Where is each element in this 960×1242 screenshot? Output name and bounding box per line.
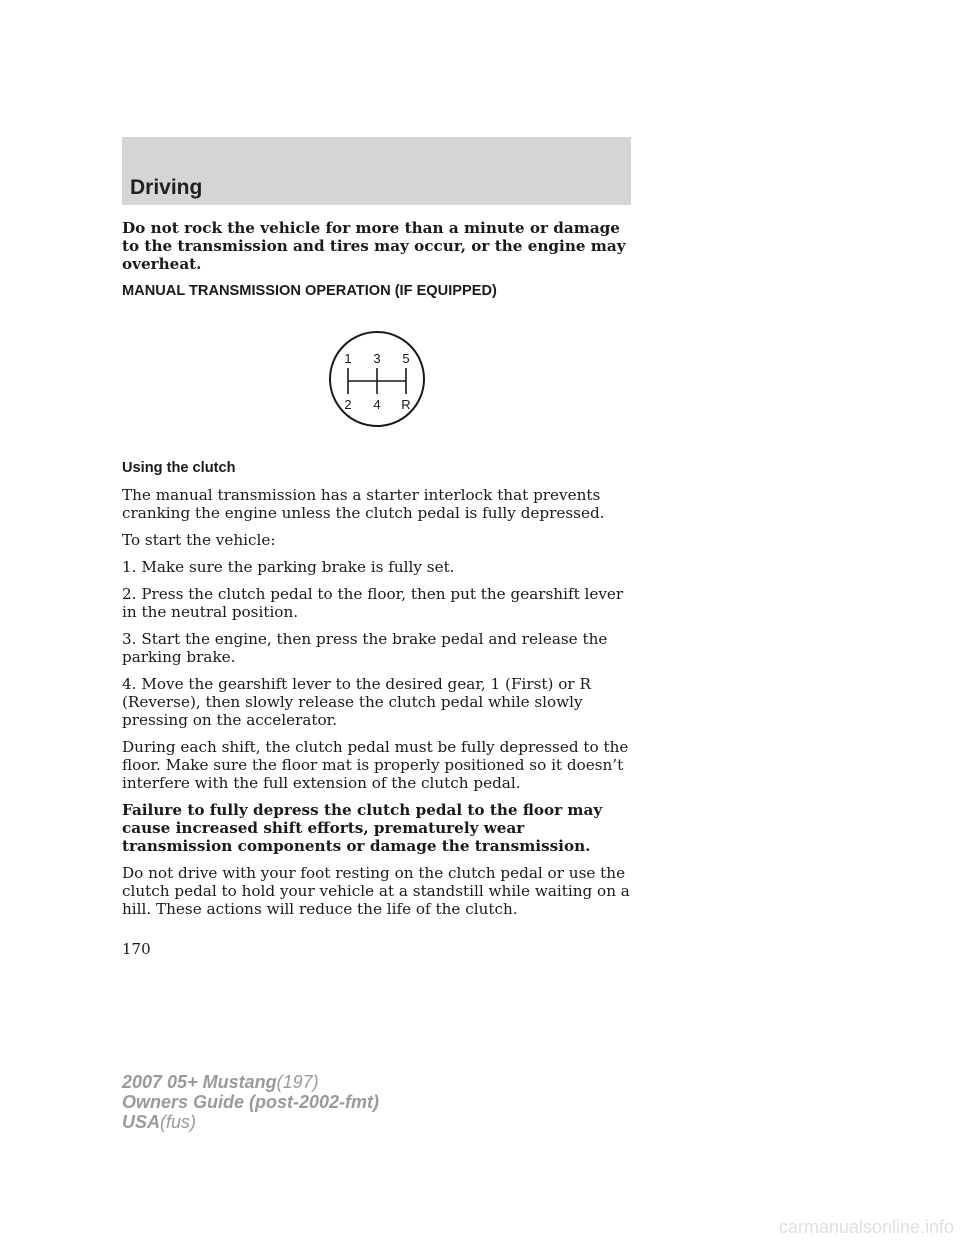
step-3: 3. Start the engine, then press the brake pedal and release the parking brake. — [122, 630, 608, 666]
paragraph-starter-interlock: The manual transmission has a starter interlock that prevents cranking the engine unless the clutch pedal is fully depressed. — [122, 486, 605, 522]
gear-label-1: 1 — [344, 351, 352, 366]
step-4: 4. Move the gearshift lever to the desired gear, 1 (First) or R (Reverse), then slowly release the clutch pedal while slowly pressing on the accelerator. — [122, 675, 591, 729]
paragraph-to-start: To start the vehicle: — [122, 531, 276, 549]
gear-label-2: 2 — [344, 397, 352, 412]
footer-guide-type: Owners Guide (post-2002-fmt) — [122, 1092, 380, 1112]
shift-knob-icon — [322, 329, 432, 429]
step-2: 2. Press the clutch pedal to the floor, then put the gearshift lever in the neutral position. — [122, 585, 624, 621]
shift-pattern-diagram — [122, 309, 637, 459]
gear-label-r: R — [401, 397, 411, 412]
gear-label-5: 5 — [402, 351, 410, 366]
footer-model: 2007 05+ Mustang — [122, 1072, 277, 1092]
heading-manual-transmission: MANUAL TRANSMISSION OPERATION (IF EQUIPPED) — [122, 283, 497, 299]
paragraph-each-shift: During each shift, the clutch pedal must be fully depressed to the floor. Make sure the floor mat is properly positioned so it doesn’t interfere with the full extension of the clutch pedal. — [122, 738, 629, 792]
footer-line-model — [122, 1072, 379, 1092]
subheading-using-clutch: Using the clutch — [122, 460, 236, 476]
gear-label-4: 4 — [373, 397, 381, 412]
warning-failure-to-depress: Failure to fully depress the clutch pedal to the floor may cause increased shift efforts, prematurely wear transmission components or damage the transmission. — [122, 801, 603, 855]
page-number: 170 — [122, 940, 151, 958]
gear-label-3: 3 — [373, 351, 381, 366]
step-1: 1. Make sure the parking brake is fully set. — [122, 558, 455, 576]
footer-market: USA — [122, 1112, 161, 1132]
footer-line-market — [122, 1112, 379, 1132]
footer-market-code: (fus) — [160, 1112, 197, 1132]
document-footer — [122, 1072, 379, 1132]
page-content — [122, 219, 637, 927]
warning-rocking: Do not rock the vehicle for more than a minute or damage to the transmission and tires may occur, or the engine may overheat. — [122, 219, 626, 273]
section-title: Driving — [130, 176, 203, 199]
section-header-band — [122, 137, 631, 205]
footer-model-code: (197) — [276, 1072, 319, 1092]
watermark: carmanualsonline.info — [778, 1217, 954, 1237]
paragraph-do-not-drive: Do not drive with your foot resting on the clutch pedal or use the clutch pedal to hold your vehicle at a standstill while waiting on a hill. These actions will reduce the life of the clutch. — [122, 864, 630, 918]
